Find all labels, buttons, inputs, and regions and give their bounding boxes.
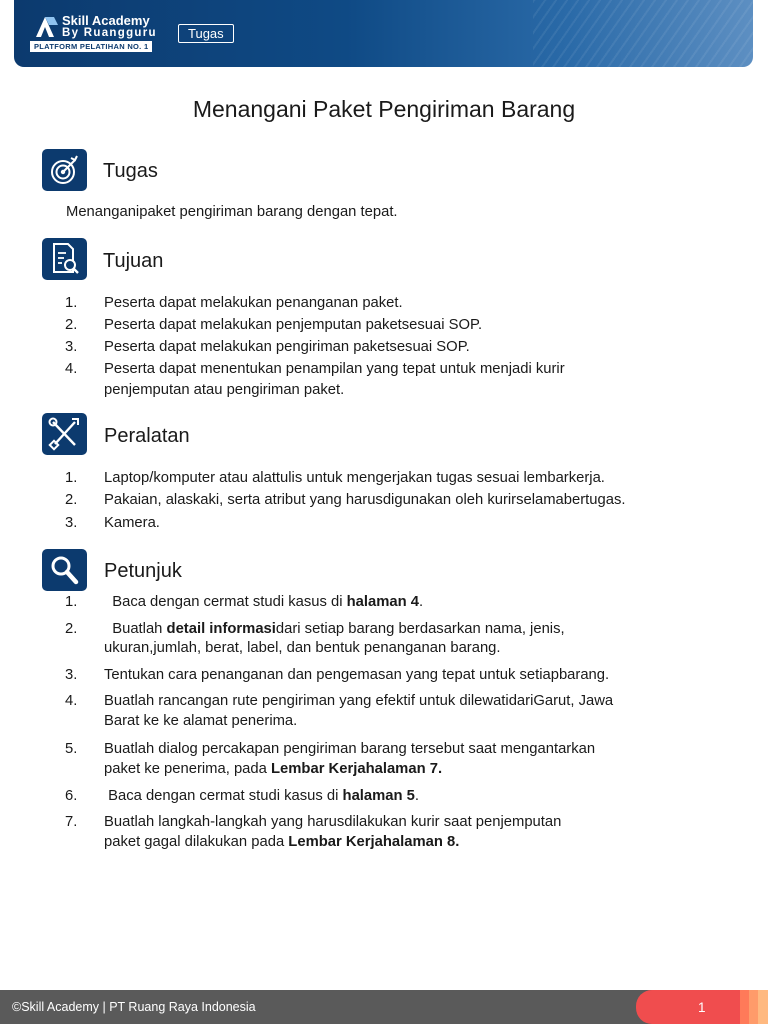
list-item: Baca dengan cermat studi kasus di halaman 4. <box>104 594 424 610</box>
page-number: 1 <box>698 1000 706 1015</box>
page-number-badge <box>636 990 742 1024</box>
list-item-number: 1. <box>65 594 78 610</box>
list-item-continuation: penjemputan atau pengiriman paket. <box>104 382 345 398</box>
list-item-number: 5. <box>65 741 78 757</box>
list-item-number: 7. <box>65 814 78 830</box>
list-item-number: 4. <box>65 361 78 377</box>
page-title: Menangani Paket Pengiriman Barang <box>192 96 576 122</box>
tugas-text: Menanganipaket pengiriman barang dengan tepat. <box>66 204 398 220</box>
list-item-number: 2. <box>65 492 78 508</box>
list-item-continuation: ukuran,jumlah, berat, label, dan bentuk penanganan barang. <box>104 640 501 656</box>
list-item-number: 1. <box>65 470 78 486</box>
list-item-number: 3. <box>65 339 78 355</box>
magnifier-icon <box>42 549 87 591</box>
brand-subtitle: By Ruangguru <box>62 27 157 39</box>
list-item-number: 4. <box>65 693 78 709</box>
list-item-number: 1. <box>65 295 78 311</box>
list-item: Tentukan cara penanganan dan pengemasan yang tepat untuk setiapbarang. <box>104 667 610 683</box>
brand-tagline: PLATFORM PELATIHAN NO. 1 <box>30 41 152 52</box>
section-heading-tugas: Tugas <box>103 160 158 182</box>
tools-icon <box>42 413 87 455</box>
list-item: Buatlah rancangan rute pengiriman yang efektif untuk dilewatidariGarut, Jawa <box>104 693 614 709</box>
list-item: Buatlah langkah-langkah yang harusdilakukan kurir saat penjemputan <box>104 814 562 830</box>
list-item: Peserta dapat melakukan pengiriman paketsesuai SOP. <box>104 339 470 355</box>
list-item-continuation: Barat ke ke alamat penerima. <box>104 713 298 729</box>
list-item: Peserta dapat melakukan penjemputan paketsesuai SOP. <box>104 317 483 333</box>
list-item-number: 2. <box>65 317 78 333</box>
footer-copyright: ©Skill Academy | PT Ruang Raya Indonesia <box>12 1000 256 1014</box>
document-search-icon <box>42 238 87 280</box>
skill-academy-logo-icon <box>32 15 58 39</box>
category-tag: Tugas <box>178 24 234 43</box>
list-item-continuation: paket gagal dilakukan pada Lembar Kerjahalaman 8. <box>104 834 460 850</box>
list-item: Peserta dapat menentukan penampilan yang tepat untuk menjadi kurir <box>104 361 565 377</box>
target-icon <box>42 149 87 191</box>
list-item-number: 3. <box>65 515 78 531</box>
list-item: Peserta dapat melakukan penanganan paket. <box>104 295 403 311</box>
list-item: Buatlah dialog percakapan pengiriman barang tersebut saat mengantarkan <box>104 741 596 757</box>
header-banner <box>14 0 753 67</box>
list-item-continuation: paket ke penerima, pada Lembar Kerjahalaman 7. <box>104 761 443 777</box>
brand-name: Skill Academy <box>62 13 150 28</box>
list-item: Laptop/komputer atau alattulis untuk mengerjakan tugas sesuai lembarkerja. <box>104 470 605 486</box>
section-heading-tujuan: Tujuan <box>103 250 164 272</box>
header-illustration <box>533 0 753 67</box>
list-item-number: 6. <box>65 788 78 804</box>
section-heading-peralatan: Peralatan <box>104 425 190 447</box>
list-item: Kamera. <box>104 515 160 531</box>
list-item: Baca dengan cermat studi kasus di halaman 5. <box>104 788 420 804</box>
footer-decoration <box>740 990 768 1024</box>
list-item-number: 2. <box>65 621 78 637</box>
list-item-number: 3. <box>65 667 78 683</box>
list-item: Buatlah detail informasidari setiap barang berdasarkan nama, jenis, <box>104 621 565 637</box>
list-item: Pakaian, alaskaki, serta atribut yang harusdigunakan oleh kurirselamabertugas. <box>104 492 626 508</box>
section-heading-petunjuk: Petunjuk <box>104 560 182 582</box>
